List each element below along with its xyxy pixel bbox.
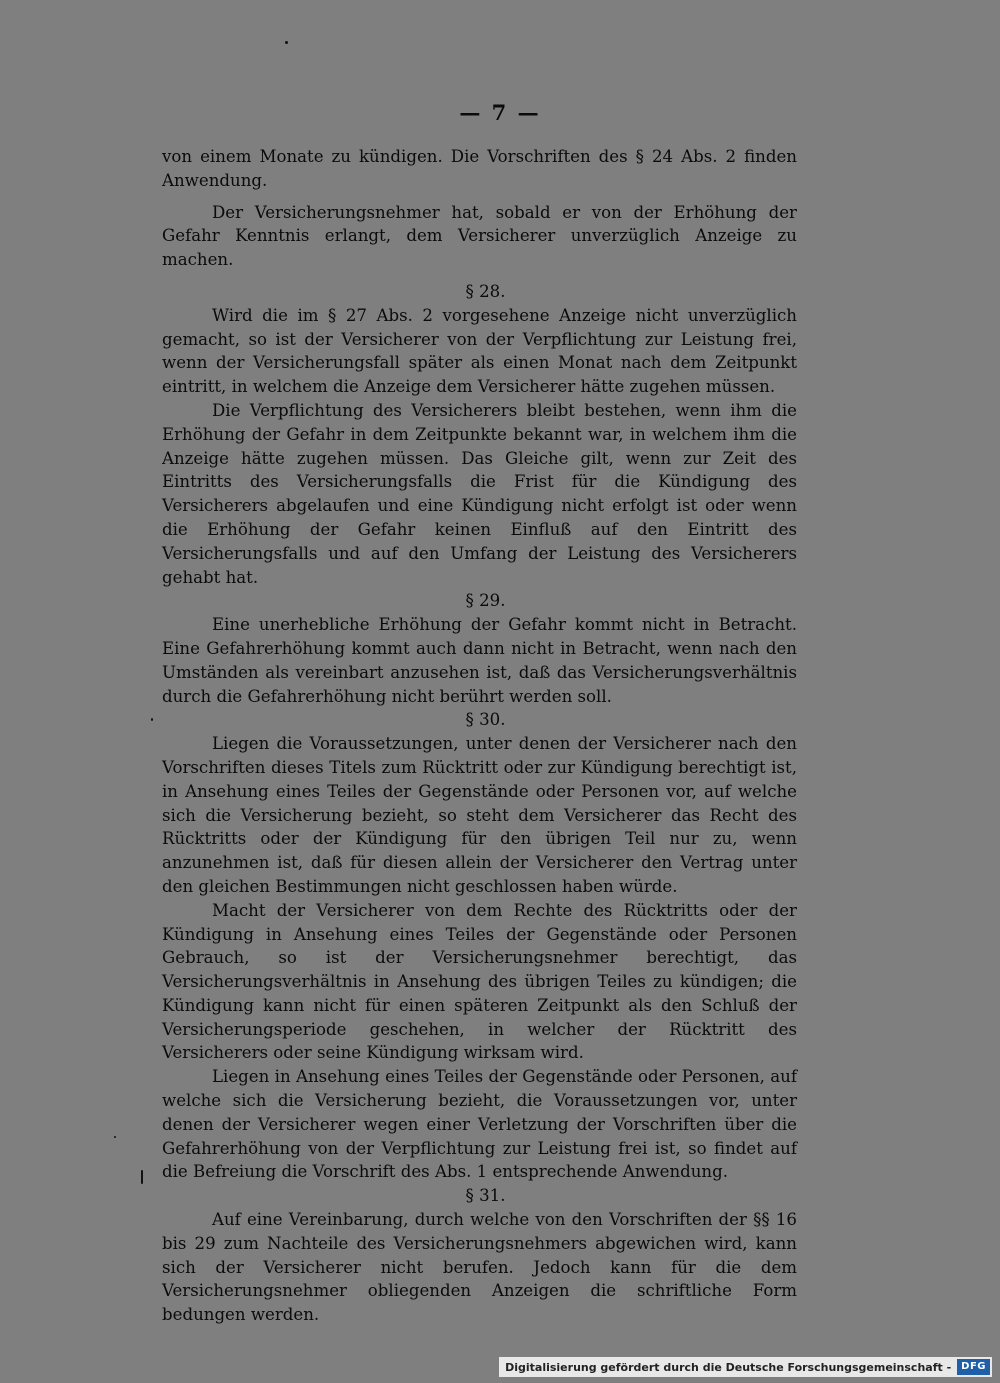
paragraph: Liegen in Ansehung eines Teiles der Gegenstände oder Personen, auf welche sich die Versicherung bezieht, die Voraussetzungen vor, unter denen der Versicherer wegen einer Verletzung der Vorschriften über die Gefahrerhöhung von der Verpflichtung zur Leistung frei ist, so findet auf die Befreiung die Vorschrift des Abs. 1 entsprechende Anwendung. <box>162 1067 797 1182</box>
scan-speck <box>141 1170 143 1184</box>
scan-speck <box>285 41 288 44</box>
section-heading: § 30. <box>465 710 506 730</box>
paragraph: Der Versicherungsnehmer hat, sobald er von der Erhöhung der Gefahr Kenntnis erlangt, dem Versicherer unverzüglich Anzeige zu machen. <box>162 202 797 270</box>
paragraph: Liegen die Voraussetzungen, unter denen der Versicherer nach den Vorschriften dieses Titels zum Rücktritt oder zur Kündigung berechtigt ist, in Ansehung eines Teiles der Gegenstände oder Personen vor, auf welche sich die Versicherung bezieht, so steht dem Versicherer das Recht des Rücktritts oder der Kündigung für den übrigen Teil nur zu, wenn anzunehmen ist, daß für diesen allein der Versicherer den Vertrag unter den gleichen Bestimmungen nicht geschlossen haben würde. <box>162 734 797 896</box>
scan-speck <box>114 1136 116 1138</box>
paragraph: Wird die im § 27 Abs. 2 vorgesehene Anzeige nicht unverzüglich gemacht, so ist der Versicherer von der Verpflichtung zur Leistung frei, wenn der Versicherungsfall später als einen Monat nach dem Zeitpunkt eintritt, in welchem die Anzeige dem Versicherer hätte zugehen müssen. <box>162 305 797 397</box>
section-heading: § 28. <box>465 281 506 301</box>
section-heading: § 29. <box>465 591 506 611</box>
scan-speck <box>151 718 153 721</box>
paragraph: Macht der Versicherer von dem Rechte des Rücktritts oder der Kündigung in Ansehung eines Teiles der Gegenstände oder Personen Gebrauch, so ist der Versicherungsnehmer berechtigt, das Versicherungsverhältnis in Ansehung des übrigen Teiles zu kündigen; die Kündigung kann nicht für einen späteren Zeitpunkt als den Schluß der Versicherungsperiode geschehen, in welcher der Rücktritt des Versicherers oder seine Kündigung wirksam wird. <box>162 900 797 1063</box>
digitization-footer <box>499 1357 992 1377</box>
dfg-logo: DFG <box>957 1359 990 1375</box>
paragraph: Die Verpflichtung des Versicherers bleibt bestehen, wenn ihm die Erhöhung der Gefahr in dem Zeitpunkte bekannt war, in welchem ihm die Anzeige hätte zugehen müssen. Das Gleiche gilt, wenn zur Zeit des Eintritts des Versicherungsfalls die Frist für die Kündigung des Versicherers abgelaufen und eine Kündigung nicht erfolgt ist oder wenn die Erhöhung der Gefahr keinen Einfluß auf den Eintritt des Versicherungsfalls und auf den Umfang der Leistung des Versicherers gehabt hat. <box>162 400 797 587</box>
section-heading: § 31. <box>465 1186 506 1206</box>
document-body <box>162 145 797 1327</box>
paragraph: Eine unerhebliche Erhöhung der Gefahr kommt nicht in Betracht. Eine Gefahrerhöhung kommt auch dann nicht in Betracht, wenn nach den Umständen als vereinbart anzusehen ist, daß das Versicherungsverhältnis durch die Gefahrerhöhung nicht berührt werden soll. <box>162 615 797 706</box>
paragraph: Auf eine Vereinbarung, durch welche von den Vorschriften der §§ 16 bis 29 zum Nachteile des Versicherungsnehmers abgewichen wird, kann sich der Versicherer nicht berufen. Jedoch kann für die dem Versicherungsnehmer obliegenden Anzeigen die schriftliche Form bedungen werden. <box>162 1210 797 1325</box>
paragraph: von einem Monate zu kündigen. Die Vorschriften des § 24 Abs. 2 finden Anwendung. <box>162 147 797 190</box>
page-number: — 7 — <box>459 100 541 125</box>
footer-credit-text: Digitalisierung gefördert durch die Deutsche Forschungsgemeinschaft - <box>505 1360 952 1374</box>
